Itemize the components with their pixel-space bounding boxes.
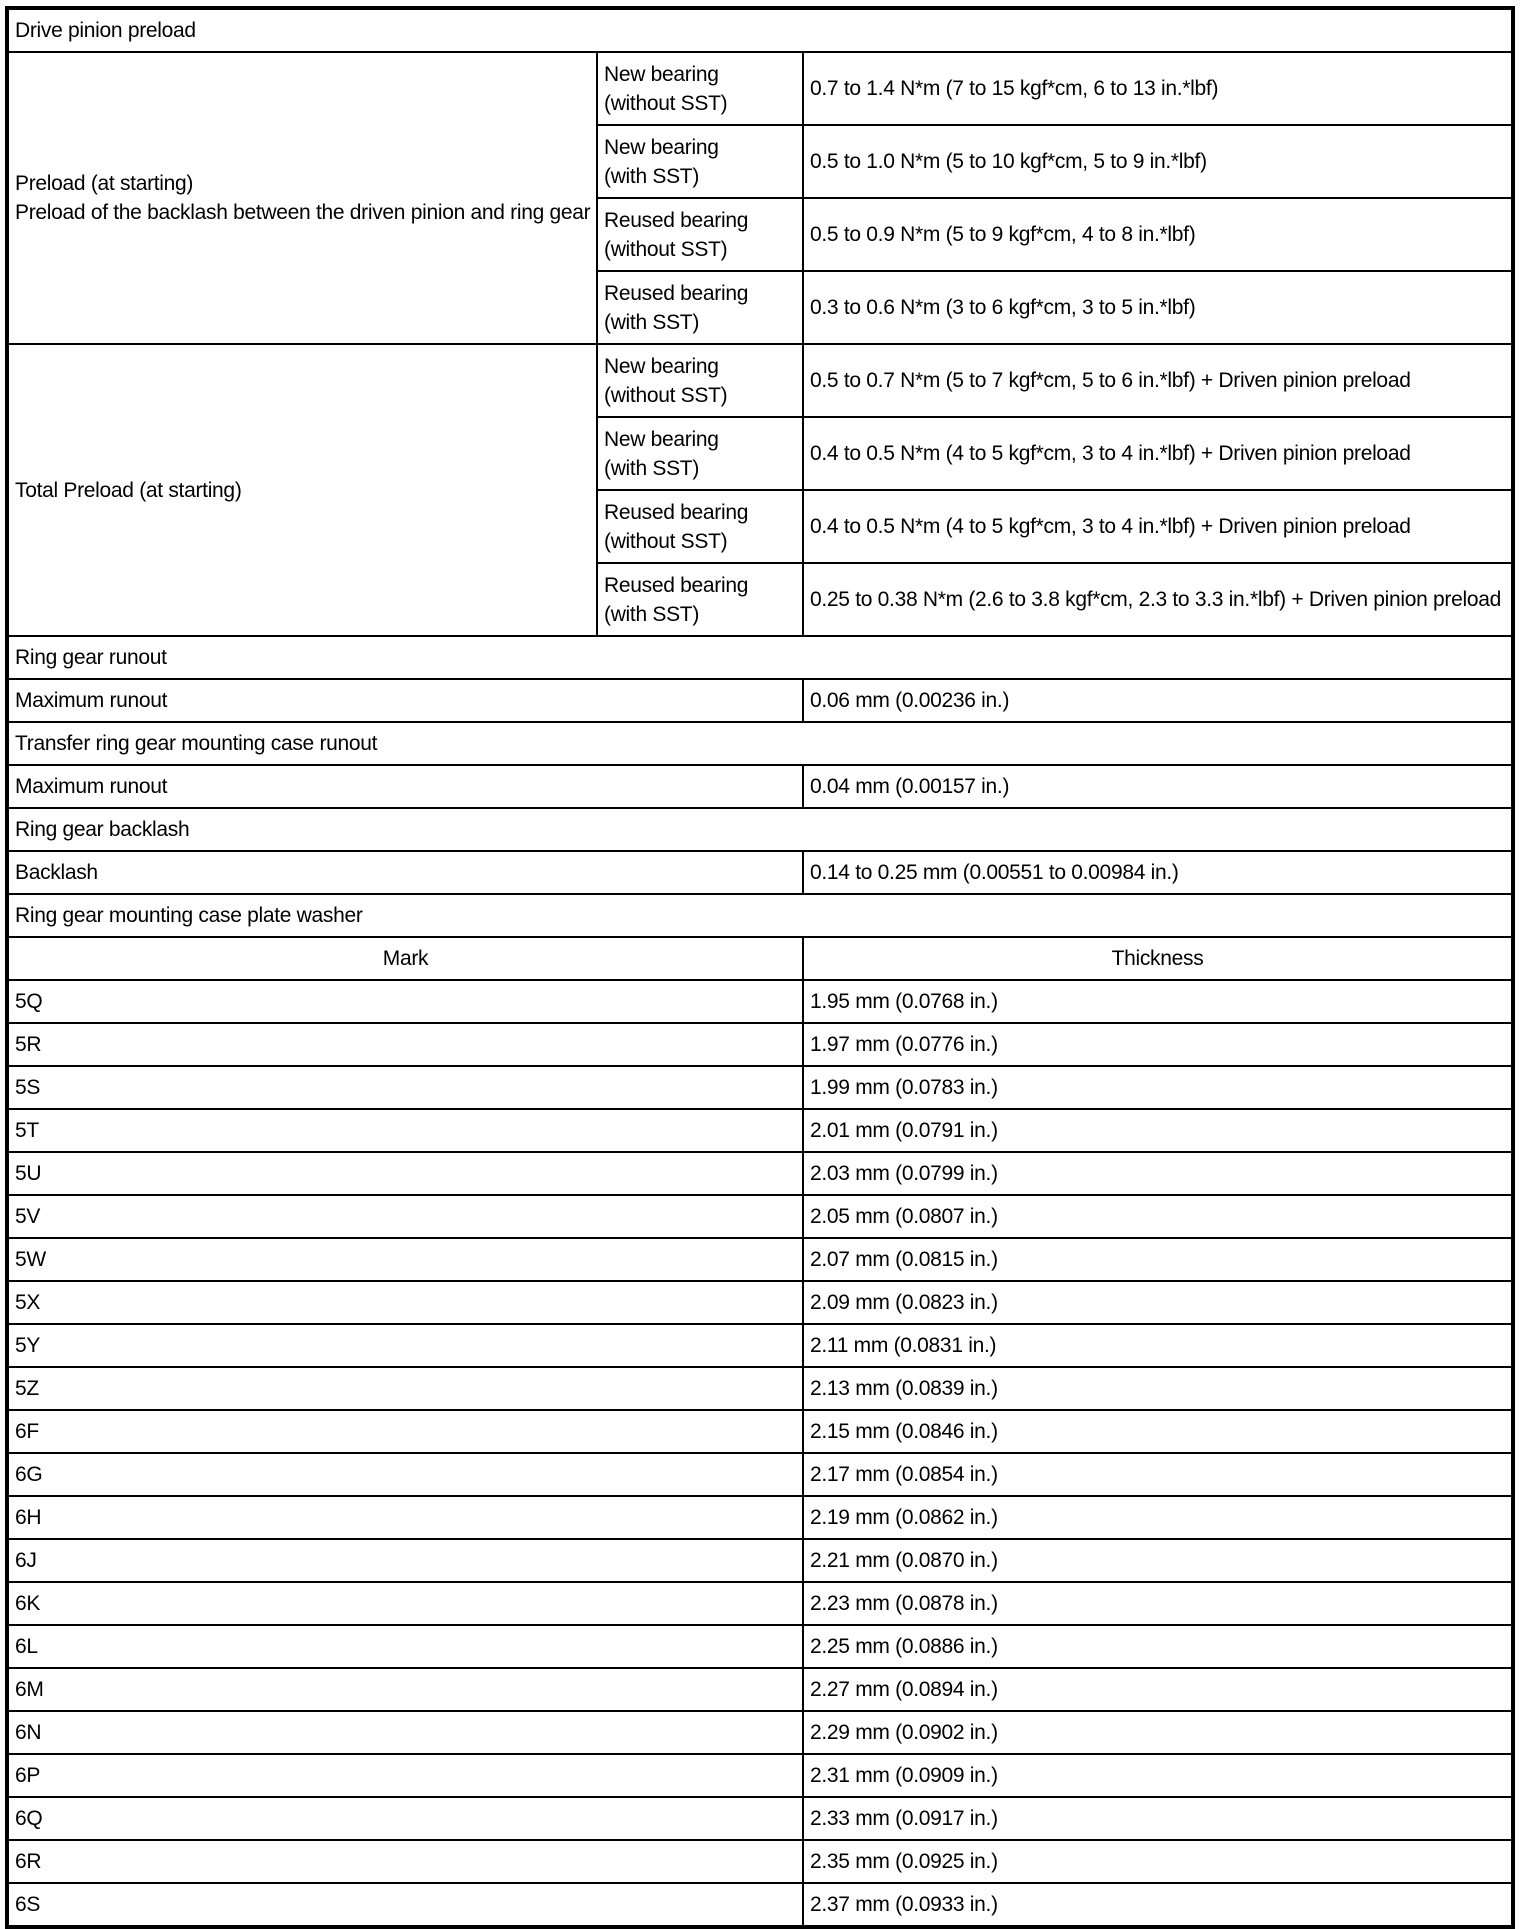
washer-thickness: 2.23 mm (0.0878 in.) [803, 1582, 1513, 1625]
washer-mark: 6S [7, 1883, 803, 1927]
washer-thickness: 2.13 mm (0.0839 in.) [803, 1367, 1513, 1410]
table-row [7, 1410, 1513, 1453]
spec-label: Maximum runout [7, 765, 803, 808]
washer-thickness: 2.05 mm (0.0807 in.) [803, 1195, 1513, 1238]
washer-mark: 6F [7, 1410, 803, 1453]
washer-thickness: 2.31 mm (0.0909 in.) [803, 1754, 1513, 1797]
washer-thickness: 1.97 mm (0.0776 in.) [803, 1023, 1513, 1066]
washer-thickness: 2.27 mm (0.0894 in.) [803, 1668, 1513, 1711]
table-row [7, 1152, 1513, 1195]
spec-value: 0.04 mm (0.00157 in.) [803, 765, 1513, 808]
washer-mark: 6N [7, 1711, 803, 1754]
washer-mark: 6K [7, 1582, 803, 1625]
table-row [7, 1668, 1513, 1711]
washer-thickness: 2.17 mm (0.0854 in.) [803, 1453, 1513, 1496]
washer-mark: 6M [7, 1668, 803, 1711]
bearing-condition: Reused bearing (with SST) [597, 563, 803, 636]
washer-mark: 5Y [7, 1324, 803, 1367]
table-row [7, 1195, 1513, 1238]
washer-mark: 6P [7, 1754, 803, 1797]
preload-value: 0.5 to 0.7 N*m (5 to 7 kgf*cm, 5 to 6 in.*lbf) + Driven pinion preload [803, 344, 1513, 417]
washer-thickness: 1.99 mm (0.0783 in.) [803, 1066, 1513, 1109]
section-title-row [7, 808, 1513, 851]
table-row [7, 1883, 1513, 1927]
column-header-thickness: Thickness [803, 937, 1513, 980]
section-title-row [7, 722, 1513, 765]
washer-thickness: 2.21 mm (0.0870 in.) [803, 1539, 1513, 1582]
spec-label: Maximum runout [7, 679, 803, 722]
bearing-condition: Reused bearing (without SST) [597, 490, 803, 563]
washer-mark: 6Q [7, 1797, 803, 1840]
washer-thickness: 2.35 mm (0.0925 in.) [803, 1840, 1513, 1883]
table-row [7, 1238, 1513, 1281]
table-row [7, 1281, 1513, 1324]
table-row [7, 1754, 1513, 1797]
washer-thickness: 2.03 mm (0.0799 in.) [803, 1152, 1513, 1195]
washer-mark: 6G [7, 1453, 803, 1496]
washer-mark: 6H [7, 1496, 803, 1539]
preload-value: 0.25 to 0.38 N*m (2.6 to 3.8 kgf*cm, 2.3 to 3.3 in.*lbf) + Driven pinion preload [803, 563, 1513, 636]
specification-table [5, 6, 1515, 1929]
group-label: Preload (at starting) Preload of the backlash between the driven pinion and ring gear [7, 52, 597, 344]
table-row [7, 1023, 1513, 1066]
group-label: Total Preload (at starting) [7, 344, 597, 636]
washer-thickness: 2.19 mm (0.0862 in.) [803, 1496, 1513, 1539]
washer-thickness: 2.01 mm (0.0791 in.) [803, 1109, 1513, 1152]
spec-label: Backlash [7, 851, 803, 894]
section-title: Ring gear mounting case plate washer [7, 894, 1513, 937]
table-row [7, 1324, 1513, 1367]
washer-mark: 5Q [7, 980, 803, 1023]
washer-thickness: 2.33 mm (0.0917 in.) [803, 1797, 1513, 1840]
washer-thickness: 2.15 mm (0.0846 in.) [803, 1410, 1513, 1453]
washer-mark: 6R [7, 1840, 803, 1883]
table-header-row [7, 937, 1513, 980]
bearing-condition: Reused bearing (without SST) [597, 198, 803, 271]
washer-mark: 5Z [7, 1367, 803, 1410]
washer-thickness: 2.25 mm (0.0886 in.) [803, 1625, 1513, 1668]
washer-thickness: 2.37 mm (0.0933 in.) [803, 1883, 1513, 1927]
washer-thickness: 2.29 mm (0.0902 in.) [803, 1711, 1513, 1754]
table-row [7, 1367, 1513, 1410]
table-row [7, 1840, 1513, 1883]
washer-thickness: 2.11 mm (0.0831 in.) [803, 1324, 1513, 1367]
table-row [7, 1066, 1513, 1109]
bearing-condition: New bearing (with SST) [597, 417, 803, 490]
table-row [7, 52, 1513, 125]
preload-value: 0.5 to 1.0 N*m (5 to 10 kgf*cm, 5 to 9 in.*lbf) [803, 125, 1513, 198]
washer-mark: 5X [7, 1281, 803, 1324]
table-row [7, 344, 1513, 417]
column-header-mark: Mark [7, 937, 803, 980]
table-row [7, 980, 1513, 1023]
section-title-drive-pinion-preload: Drive pinion preload [7, 8, 1513, 52]
washer-mark: 5U [7, 1152, 803, 1195]
preload-value: 0.5 to 0.9 N*m (5 to 9 kgf*cm, 4 to 8 in.*lbf) [803, 198, 1513, 271]
washer-thickness: 2.07 mm (0.0815 in.) [803, 1238, 1513, 1281]
table-row [7, 1453, 1513, 1496]
section-title-row [7, 636, 1513, 679]
section-title: Transfer ring gear mounting case runout [7, 722, 1513, 765]
washer-mark: 5S [7, 1066, 803, 1109]
table-row [7, 1625, 1513, 1668]
washer-mark: 5V [7, 1195, 803, 1238]
washer-thickness: 1.95 mm (0.0768 in.) [803, 980, 1513, 1023]
section-title: Ring gear runout [7, 636, 1513, 679]
preload-value: 0.7 to 1.4 N*m (7 to 15 kgf*cm, 6 to 13 in.*lbf) [803, 52, 1513, 125]
washer-thickness: 2.09 mm (0.0823 in.) [803, 1281, 1513, 1324]
section-title: Ring gear backlash [7, 808, 1513, 851]
table-row [7, 851, 1513, 894]
table-row [7, 1109, 1513, 1152]
preload-value: 0.3 to 0.6 N*m (3 to 6 kgf*cm, 3 to 5 in.*lbf) [803, 271, 1513, 344]
table-row [7, 1711, 1513, 1754]
washer-mark: 6L [7, 1625, 803, 1668]
table-row [7, 679, 1513, 722]
table-row [7, 1539, 1513, 1582]
table-row [7, 1582, 1513, 1625]
section-title-row [7, 894, 1513, 937]
washer-mark: 5R [7, 1023, 803, 1066]
washer-mark: 5T [7, 1109, 803, 1152]
preload-value: 0.4 to 0.5 N*m (4 to 5 kgf*cm, 3 to 4 in.*lbf) + Driven pinion preload [803, 417, 1513, 490]
spec-value: 0.06 mm (0.00236 in.) [803, 679, 1513, 722]
washer-mark: 5W [7, 1238, 803, 1281]
table-row [7, 765, 1513, 808]
bearing-condition: New bearing (without SST) [597, 52, 803, 125]
table-row [7, 1797, 1513, 1840]
washer-mark: 6J [7, 1539, 803, 1582]
table-row [7, 1496, 1513, 1539]
bearing-condition: New bearing (without SST) [597, 344, 803, 417]
bearing-condition: Reused bearing (with SST) [597, 271, 803, 344]
bearing-condition: New bearing (with SST) [597, 125, 803, 198]
spec-value: 0.14 to 0.25 mm (0.00551 to 0.00984 in.) [803, 851, 1513, 894]
preload-value: 0.4 to 0.5 N*m (4 to 5 kgf*cm, 3 to 4 in.*lbf) + Driven pinion preload [803, 490, 1513, 563]
